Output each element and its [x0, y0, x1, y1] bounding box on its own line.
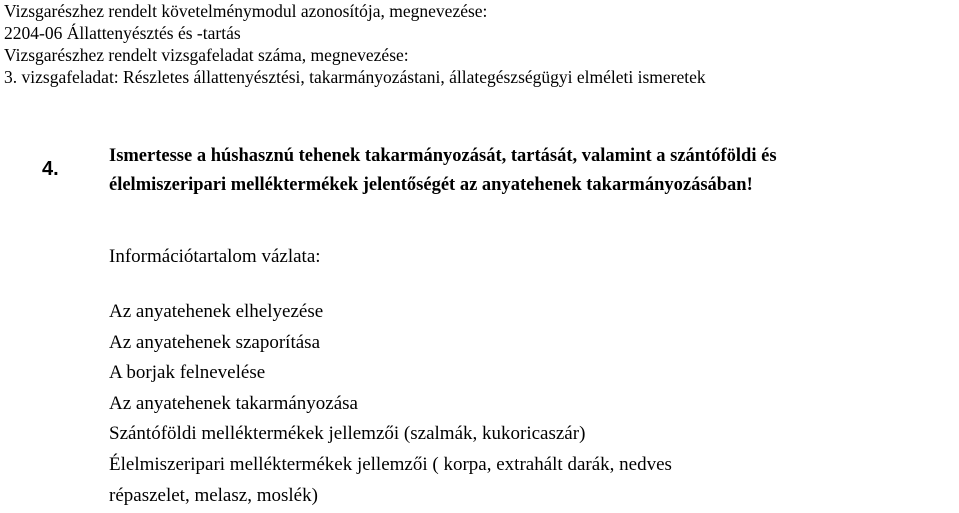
outline-item: Az anyatehenek takarmányozása [109, 392, 358, 414]
outline-heading: Információtartalom vázlata: [109, 246, 321, 267]
task-number: 4. [42, 158, 59, 180]
question-line: élelmiszeripari melléktermékek jelentőségét az anyatehenek takarmányozásában! [109, 175, 753, 195]
module-name: 2204-06 Állattenyésztés és -tartás [4, 23, 241, 43]
task-name: 3. vizsgafeladat: Részletes állattenyésztési, takarmányozástani, állategészségügyi elméleti ismeretek [4, 67, 706, 87]
outline-item: A borjak felnevelése [109, 362, 266, 384]
outline-item: Élelmiszeripari melléktermékek jellemzői ( korpa, extrahált darák, nedves [109, 453, 672, 475]
document-header [4, 0, 954, 88]
outline-item: Szántóföldi melléktermékek jellemzői (szalmák, kukoricaszár) [109, 423, 586, 445]
task-label: Vizsgarészhez rendelt vizsgafeladat száma, megnevezése: [4, 45, 409, 65]
module-label: Vizsgarészhez rendelt követelménymodul azonosítója, megnevezése: [4, 1, 488, 21]
outline-item: répaszelet, melasz, moslék) [109, 484, 318, 506]
outline-item: Az anyatehenek elhelyezése [109, 301, 324, 322]
question-line: Ismertesse a húshasznú tehenek takarmányozását, tartását, valamint a szántóföldi és [109, 146, 777, 166]
task-question [109, 142, 957, 200]
outline-list [109, 297, 954, 511]
outline-item: Az anyatehenek szaporítása [109, 331, 321, 353]
